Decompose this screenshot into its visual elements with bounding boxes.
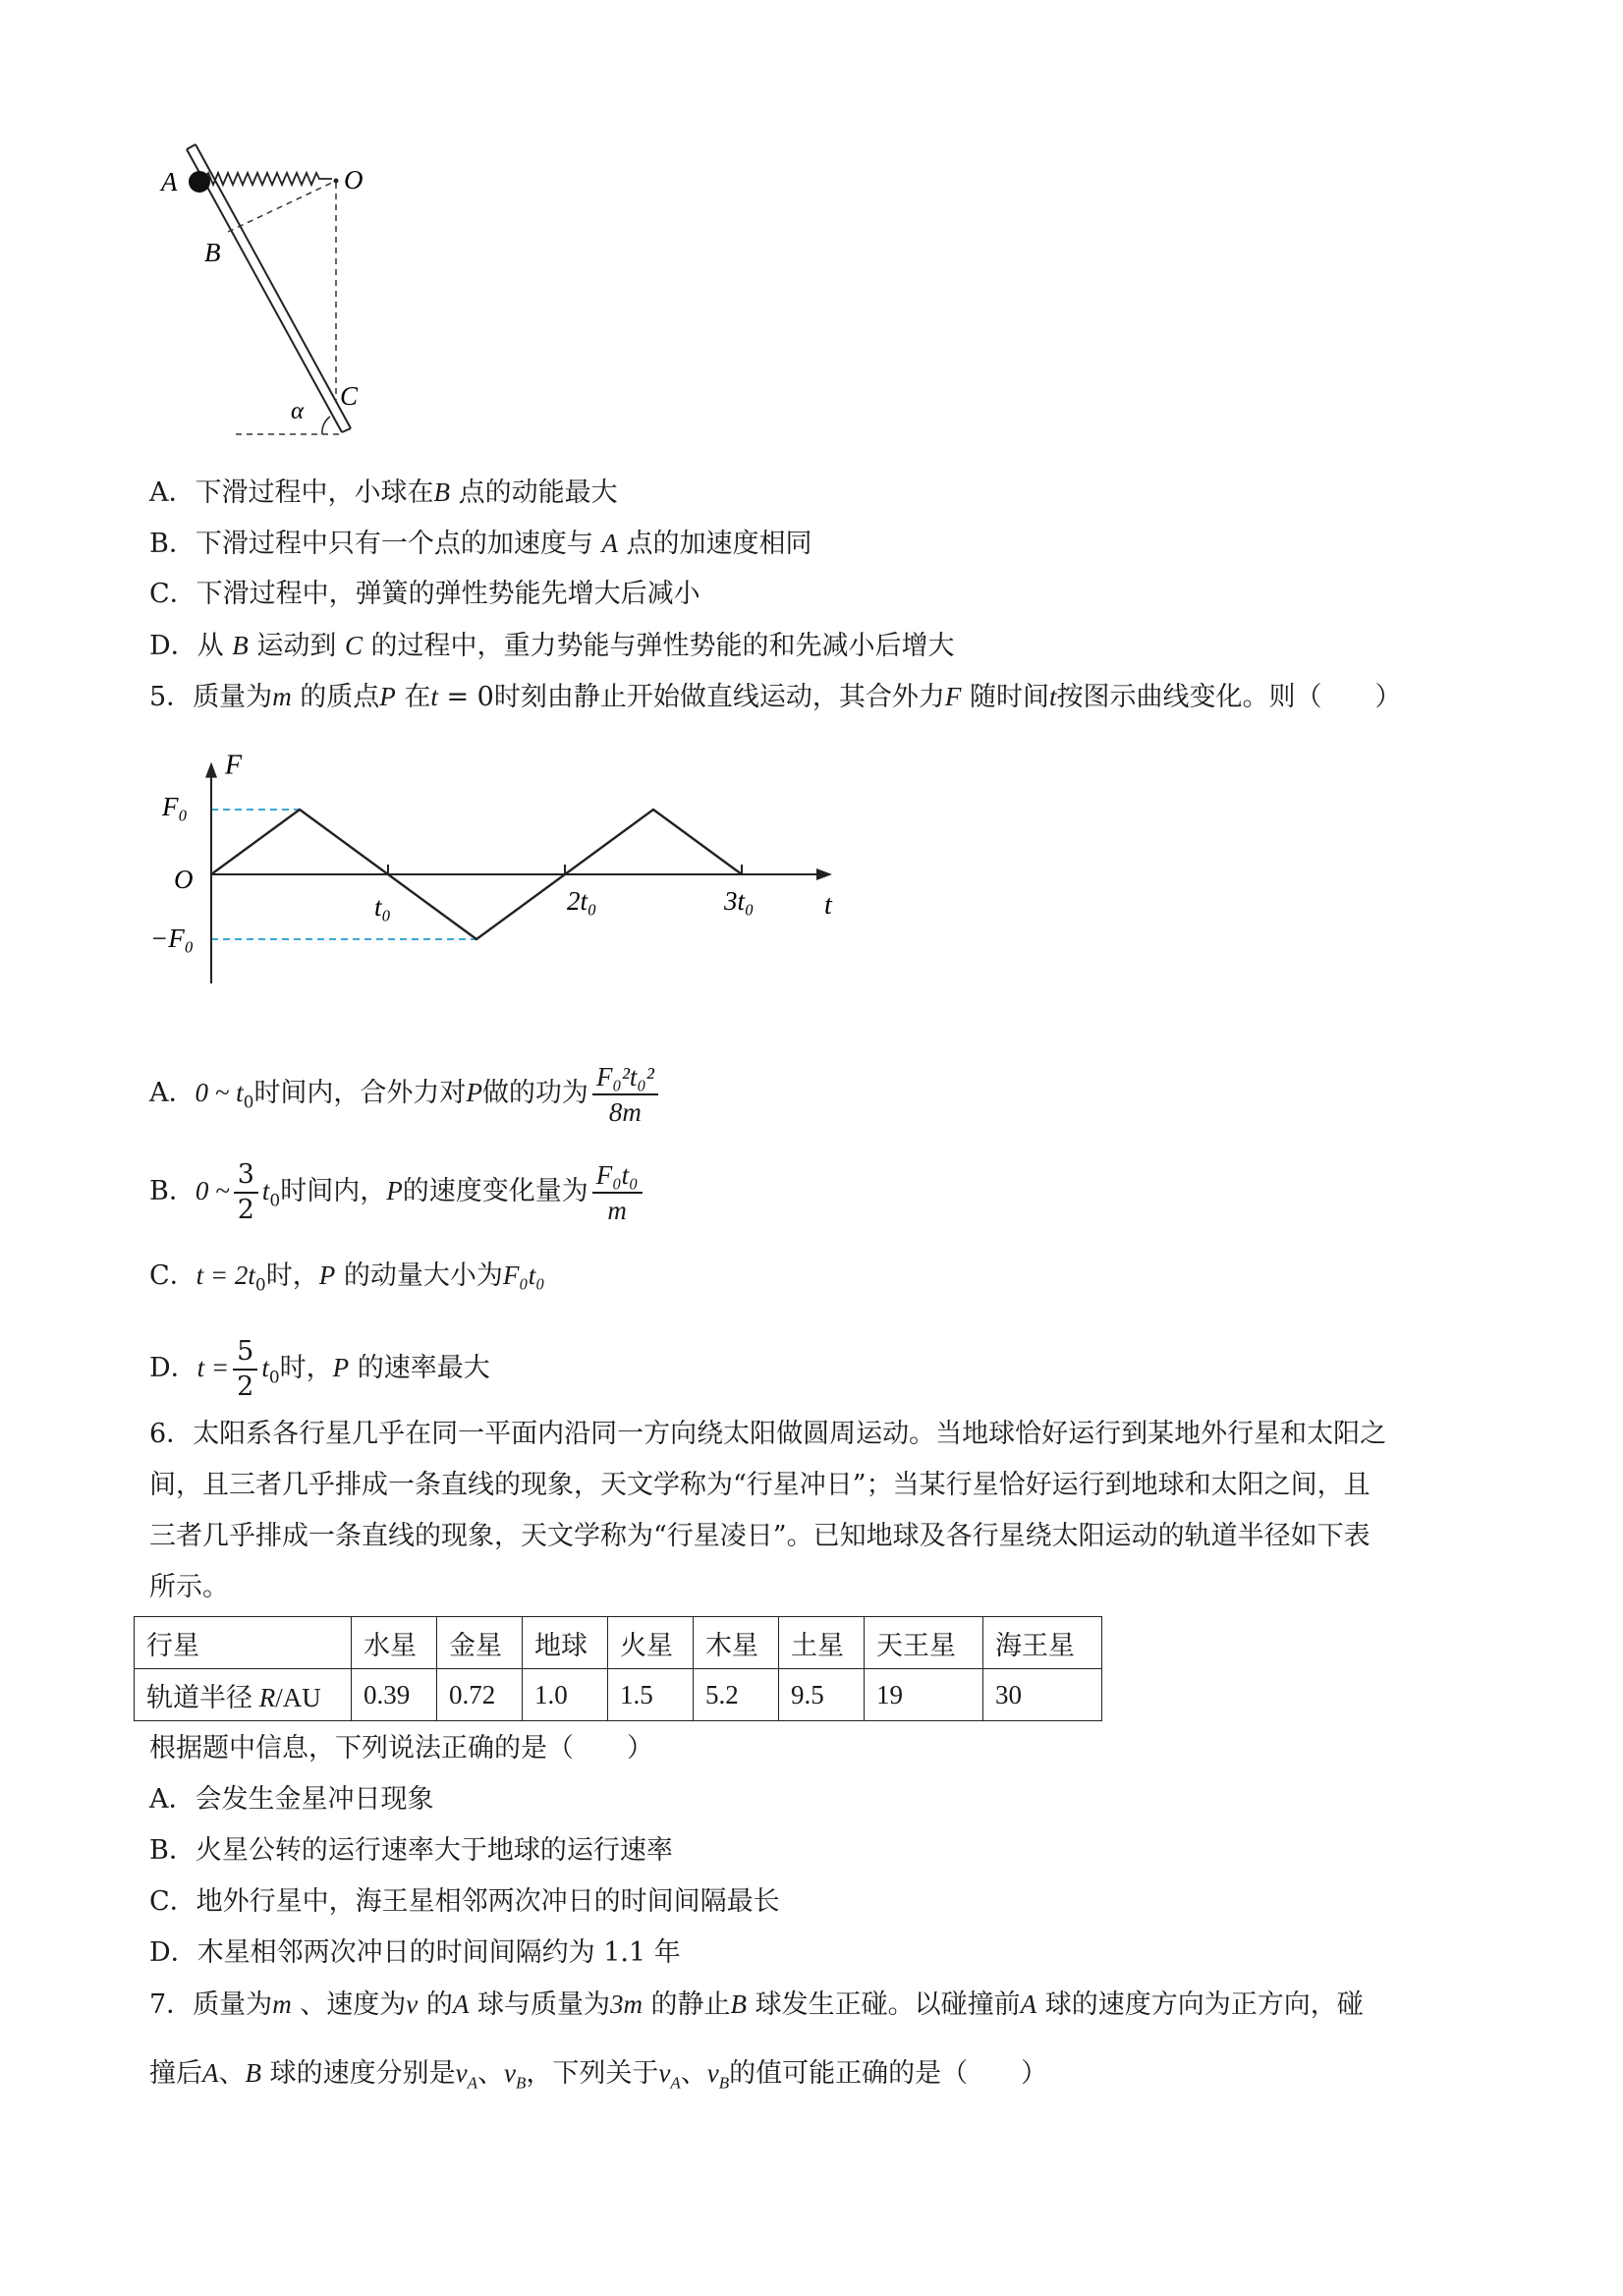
fraction: $\frac{\text{F₀t₀}}{m}$: [592, 1158, 643, 1227]
label-C: C: [340, 381, 359, 411]
table-cell: 地球: [523, 1617, 608, 1669]
table-cell: 0.39: [352, 1669, 437, 1721]
q5-stem: 5．质量为m 的质点P 在t = 0时刻由静止开始做直线运动，其合外力F 随时间t按图示曲线变化。则（ ）: [149, 682, 1402, 712]
q4-option-a: A．下滑过程中，小球在B 点的动能最大: [149, 477, 618, 508]
ball: [189, 171, 210, 193]
q6-option-a: A．会发生金星冲日现象: [149, 1784, 434, 1815]
force-time-chart: [147, 742, 832, 1007]
label-B: B: [204, 238, 221, 267]
fraction: $\frac{\text{F₀²t₀²}}{8m}$: [592, 1060, 658, 1129]
q6-stem-line-4: 所示。: [149, 1572, 229, 1602]
table-header-cell: 行星: [135, 1617, 352, 1669]
q6-option-c: C．地外行星中，海王星相邻两次冲日的时间间隔最长: [149, 1886, 780, 1917]
q7-stem-line-2: 撞后A、B 球的速度分别是$v_A$、$v_B$，下列关于$v_A$、$v_B$的值可能正确的是（ ）: [149, 2058, 1048, 2093]
x-axis-arrow: [816, 868, 832, 880]
y-axis-arrow: [205, 762, 217, 778]
x-tick-label: 3t₀: [724, 886, 755, 916]
q6-stem-line-3: 三者几乎排成一条直线的现象，天文学称为“行星凌日”。已知地球及各行星绕太阳运动的轨道半径如下表: [149, 1521, 1371, 1551]
q6-stem-line-1: 6．太阳系各行星几乎在同一平面内沿同一方向绕太阳做圆周运动。当地球恰好运行到某地外行星和太阳之: [149, 1419, 1387, 1449]
incline-rod-figure: [157, 138, 393, 452]
table-cell: 土星: [779, 1617, 865, 1669]
rod: [187, 144, 351, 432]
orbit-radius-table: [134, 1616, 1102, 1721]
point-O: [334, 179, 339, 184]
q4-option-d: D．从 B 运动到 C 的过程中，重力势能与弹性势能的和先减小后增大: [149, 631, 955, 661]
label-O: O: [344, 165, 364, 195]
x-tick-label: 2t₀: [567, 886, 597, 916]
label-alpha: α: [291, 398, 305, 424]
table-cell: 水星: [352, 1617, 437, 1669]
label-A: A: [161, 167, 178, 196]
x-axis-label: t: [824, 890, 832, 921]
table-header-cell: 轨道半径 R/AU: [135, 1669, 352, 1721]
alpha-arc: [322, 417, 330, 434]
table-cell: 19: [865, 1669, 983, 1721]
q4-option-b: B．下滑过程中只有一个点的加速度与 A 点的加速度相同: [149, 529, 812, 559]
q4-option-c: C．下滑过程中，弹簧的弹性势能先增大后减小: [149, 579, 700, 609]
q6-option-b: B．火星公转的运行速率大于地球的运行速率: [149, 1835, 673, 1866]
x-tick-label: t₀: [374, 892, 391, 922]
q6-option-d: D．木星相邻两次冲日的时间间隔约为 1.1 年: [149, 1937, 681, 1968]
fraction: $\frac{5}{2}$: [233, 1335, 257, 1404]
q5-option-c: C．$t = 2t_0$时，P 的动量大小为F₀t₀: [149, 1260, 545, 1296]
dashed-OB: [228, 181, 336, 232]
y-tick-label: −F₀: [150, 924, 195, 953]
table-cell: 5.2: [694, 1669, 779, 1721]
y-tick-label: F₀: [162, 792, 188, 821]
table-cell: 金星: [437, 1617, 523, 1669]
q6-prompt: 根据题中信息，下列说法正确的是（ ）: [149, 1733, 653, 1764]
table-cell: 海王星: [983, 1617, 1102, 1669]
table-row: [135, 1669, 1102, 1721]
origin-label: O: [174, 865, 194, 894]
table-cell: 1.5: [608, 1669, 694, 1721]
table-row: [135, 1617, 1102, 1669]
q5-option-b: B．0 ~ $\frac{3}{2}$ $t_0$时间内，P的速度变化量为 $\frac{\text{F₀t₀}}{m}$: [149, 1151, 646, 1240]
table-cell: 30: [983, 1669, 1102, 1721]
y-axis-label: F: [225, 750, 243, 781]
table-cell: 木星: [694, 1617, 779, 1669]
table-cell: 0.72: [437, 1669, 523, 1721]
table-cell: 1.0: [523, 1669, 608, 1721]
q5-option-a: A．0 ~ $t_0$时间内，合外力对P做的功为 $\frac{\text{F₀²t₀²}}{8m}$: [149, 1053, 662, 1142]
table-cell: 火星: [608, 1617, 694, 1669]
q6-stem-line-2: 间，且三者几乎排成一条直线的现象，天文学称为“行星冲日”；当某行星恰好运行到地球和太阳之间，且: [149, 1470, 1371, 1500]
q7-stem-line-1: 7．质量为m 、速度为v 的A 球与质量为3m 的静止B 球发生正碰。以碰撞前A 球的速度方向为正方向，碰: [149, 1989, 1364, 2020]
table-cell: 9.5: [779, 1669, 865, 1721]
fraction: $\frac{3}{2}$: [234, 1158, 258, 1227]
q5-option-d: D．t = $\frac{5}{2}$ $t_0$时，P 的速率最大: [149, 1335, 490, 1402]
table-cell: 天王星: [865, 1617, 983, 1669]
